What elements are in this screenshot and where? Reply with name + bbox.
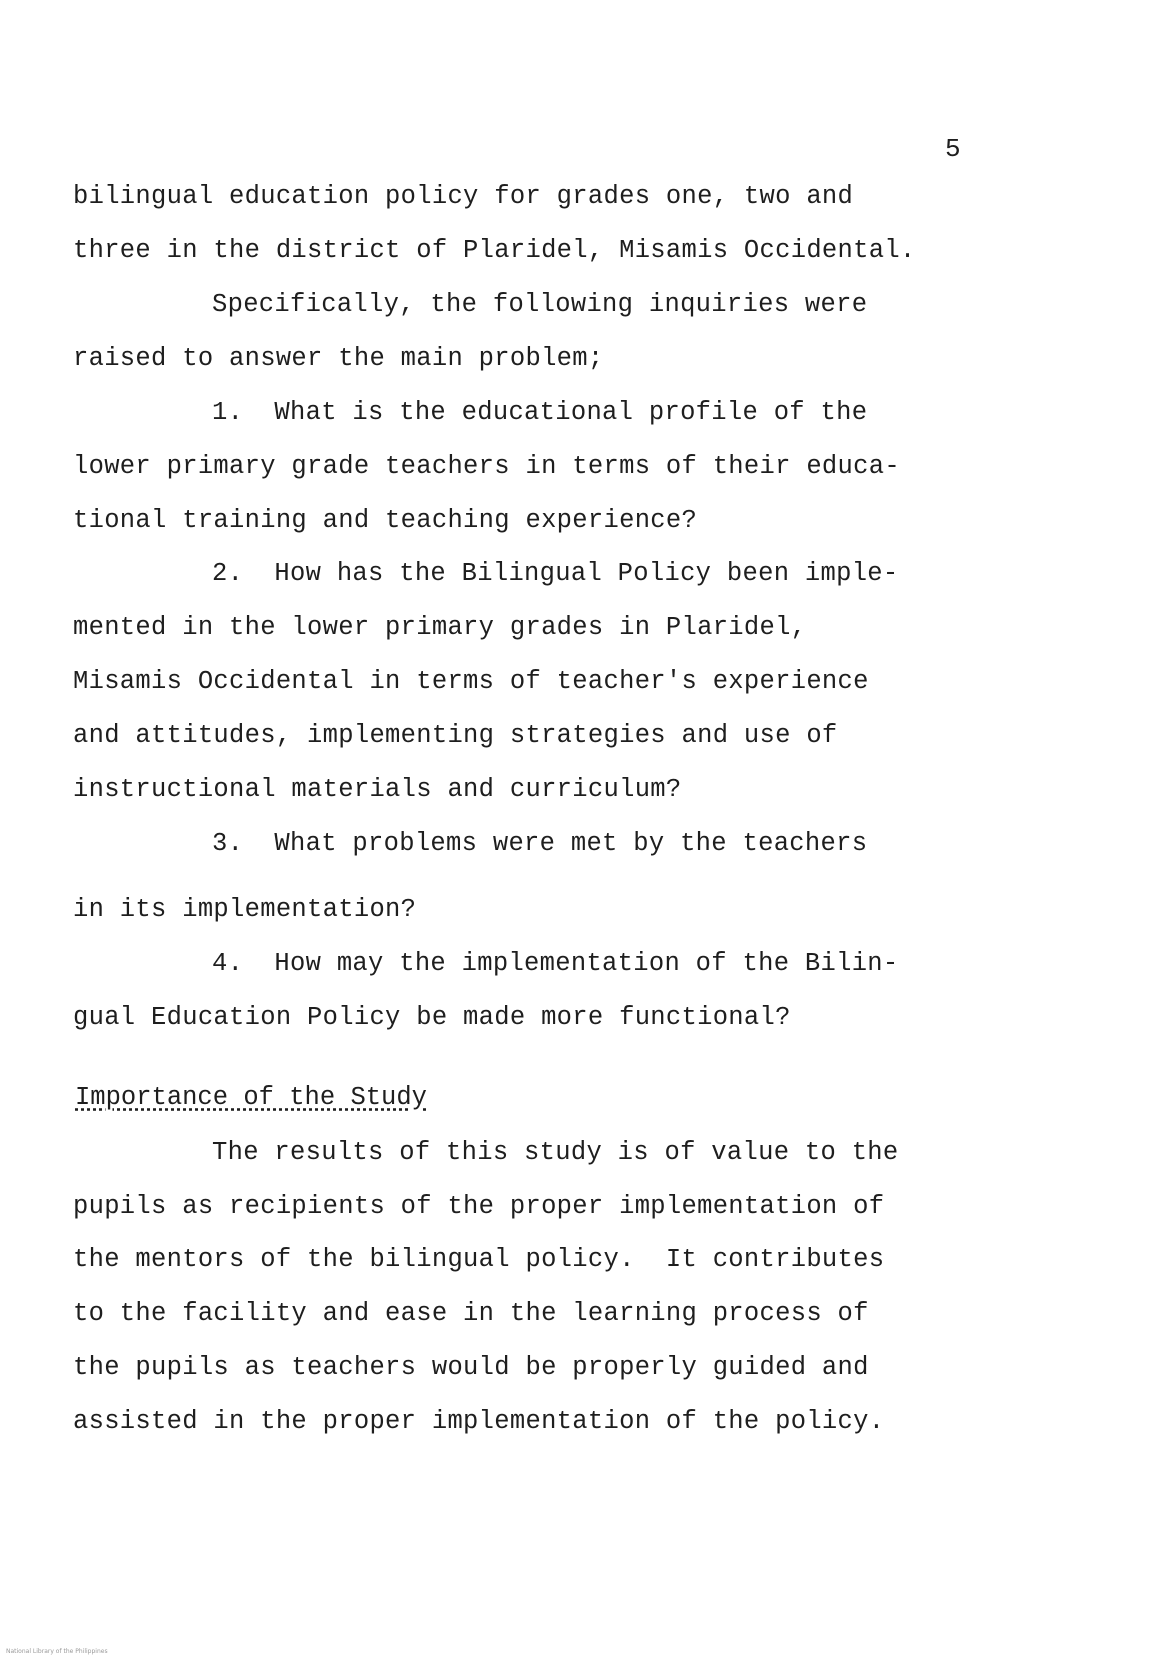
section-line: the mentors of the bilingual policy. It contributes: [73, 1245, 885, 1274]
body-line: Misamis Occidental in terms of teacher's experience: [73, 667, 869, 696]
body-line: bilingual education policy for grades one, two and: [73, 182, 854, 211]
body-line: instructional materials and curriculum?: [73, 775, 682, 804]
question-4: 4. How may the implementation of the Bilin-: [212, 949, 899, 978]
body-line: raised to answer the main problem;: [73, 344, 604, 373]
body-line: gual Education Policy be made more functional?: [73, 1003, 791, 1032]
body-line: lower primary grade teachers in terms of their educa-: [73, 452, 900, 481]
body-line: three in the district of Plaridel, Misamis Occidental.: [73, 236, 916, 265]
section-line: pupils as recipients of the proper implementation of: [73, 1192, 885, 1221]
section-line: the pupils as teachers would be properly guided and: [73, 1353, 869, 1382]
section-line: to the facility and ease in the learning process of: [73, 1299, 869, 1328]
body-line: in its implementation?: [73, 895, 417, 924]
body-line: tional training and teaching experience?: [73, 506, 698, 535]
section-line: The results of this study is of value to the: [212, 1138, 899, 1167]
section-heading: Importance of the Study: [75, 1083, 427, 1112]
question-2: 2. How has the Bilingual Policy been imple-: [212, 559, 899, 588]
body-line: and attitudes, implementing strategies and use of: [73, 721, 838, 750]
question-1: 1. What is the educational profile of the: [212, 398, 868, 427]
body-line: mented in the lower primary grades in Plaridel,: [73, 613, 807, 642]
body-line: Specifically, the following inquiries were: [212, 290, 868, 319]
page-number: 5: [945, 134, 961, 164]
section-line: assisted in the proper implementation of the policy.: [73, 1407, 885, 1436]
question-3: 3. What problems were met by the teachers: [212, 829, 868, 858]
footer-note: National Library of the Philippines: [6, 1648, 108, 1655]
